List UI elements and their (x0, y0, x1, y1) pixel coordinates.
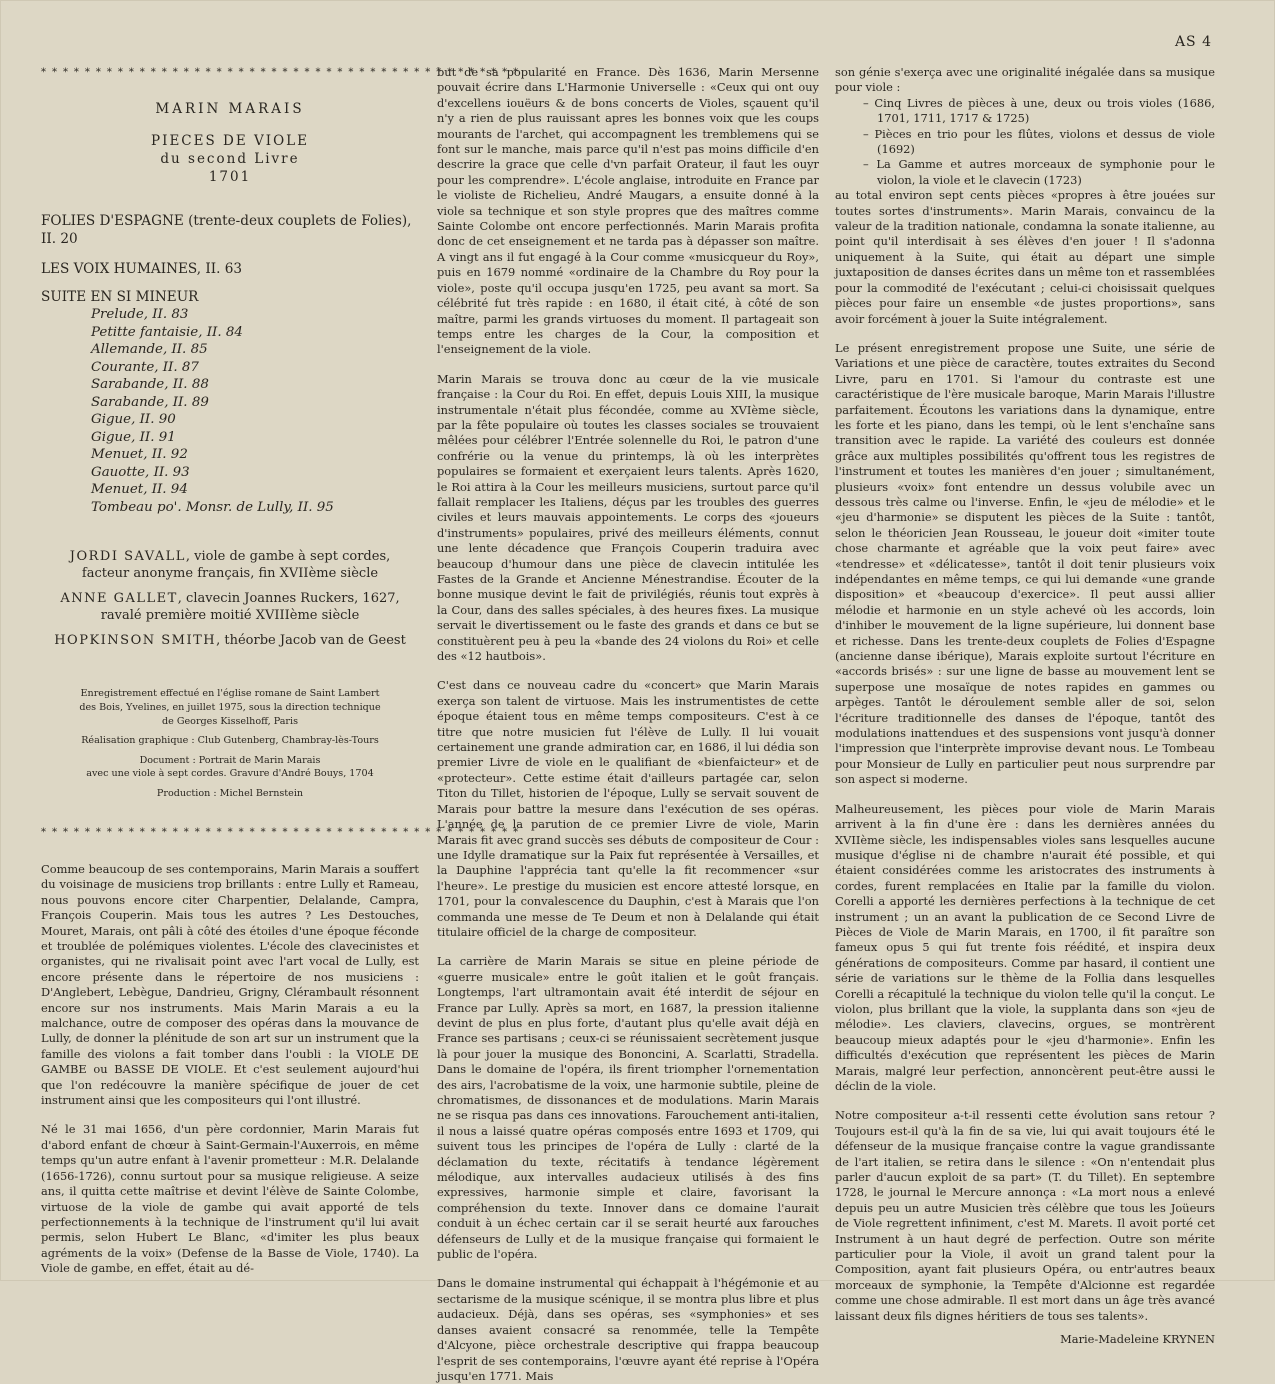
performer-detail: ravalé première moitié XVIIIème siècle (100, 608, 360, 624)
movement: Sarabande, II. 89 (91, 394, 209, 410)
author-signature: Marie-Madeleine KRYNEN (1060, 1332, 1215, 1347)
album-year: 1701 (208, 169, 252, 186)
body-paragraph: son génie s'exerça avec une originalité inégalée dans sa musique pour viole : (835, 65, 1215, 95)
body-paragraph: C'est dans ce nouveau cadre du «concert» que Marin Marais exerça son talent de virtuose. Mais les instrumentistes de cette époque étaient tous en même temps compositeurs. C'est à ce titre que notre musicien fut l'élève de Lully. Il lui vouait certainement une grande admiration car, en 1686, il lui dédia son premier Livre de viole en le qualifiant de «bienfaicteur» et de «protecteur». Cette estime était d'ailleurs partagée car, selon Titon du Tillet, historien de l'époque, Lully se servait souvent de Marais pour battre la mesure dans l'exécution de ses opéras. L'année de la parution de ce premier Livre de viole, Marin Marais fit avec grand succès ses débuts de compositeur de Cour : une Idylle dramatique sur la Paix fut représentée à Versailles, et la Dauphine l'apprécia tant qu'elle la fit recommencer «sur l'heure». Le prestige du musicien est encore attesté lorsque, en 1701, pour la convalescence du Dauphin, c'est à Marais que l'on commanda une messe de Te Deum et non à Delalande qui était titulaire officiel de la charge de compositeur. (437, 678, 819, 939)
movement: Courante, II. 87 (91, 359, 199, 375)
body-paragraph: Dans le domaine instrumental qui échappait à l'hégémonie et au sectarisme de la musique scénique, il se montra plus libre et plus audacieux. Déjà, dans ses opéras, ses «symphonies» et ses danses avaient consacré sa renommée, telle la Tempête d'Alcyone, pièce orchestrale descriptive qui frappa beaucoup l'esprit de ses contemporains, l'œuvre ayant été reprise à l'Opéra jusqu'en 1771. Mais (437, 1276, 819, 1383)
column-middle (437, 65, 819, 1384)
album-subtitle: du second Livre (160, 151, 300, 168)
credit-line: Réalisation graphique : Club Gutenberg, Chambray-lès-Tours (81, 735, 379, 747)
credit-line: Enregistrement effectué en l'église romane de Saint Lambert (80, 688, 380, 700)
works-list (835, 96, 1215, 188)
body-paragraph: Le présent enregistrement propose une Suite, une série de Variations et une pièce de caractère, toutes extraites du Second Livre, paru en 1701. Si l'amour du contraste est une caractéristique de l'ère musicale baroque, Marin Marais l'illustre parfaitement. Écoutons les variations dans la dynamique, entre les forte et les piano, dans les tempi, où le lent s'enchaîne sans transition avec le rapide. La variété des couleurs est donnée grâce aux multiples possibilités qu'offrent tous les registres de l'instrument et toutes les manières d'en jouer ; simultanément, plusieurs «voix» font entendre un dessus volubile avec un dessous très calme ou l'inverse. Enfin, le «jeu de mélodie» et le «jeu d'harmonie» se disputent les pièces de la Suite : tantôt, selon le théoricien Jean Rousseau, le joueur doit «imiter toute chose charmante et agréable que la voix peut faire» avec «tendresse» et «délicatesse», tantôt il doit tenir plusieurs voix indépendantes en même temps, ce qui lui demande «une grande disposition» et «beaucoup d'exercice». Il peut aussi allier mélodie et harmonie en un style achevé où les accords, loin d'inhiber le mouvement de la ligne supérieure, lui donnent base et richesse. Dans les trente-deux couplets de Folies d'Espagne (ancienne danse ibérique), Marais exploite surtout l'écriture en «accords brisés» : sur une ligne de basse au mouvement lent se superpose une mosaïque de notes rapides en gammes ou arpèges. Tantôt le déroulement semble aller de soi, selon l'écriture traditionnelle des danses de l'époque, tantôt des modulations inattendues et des suspensions vont jusqu'à donner l'impression que l'interprète improvise devant nous. Le Tombeau pour Monsieur de Lully en particulier peut nous surprendre par son aspect si moderne. (835, 340, 1215, 787)
credit-line: de Georges Kisselhoff, Paris (161, 715, 299, 727)
catalog-number: AS 4 (1174, 34, 1212, 50)
movement: Menuet, II. 92 (91, 447, 188, 463)
column-left (41, 65, 520, 1277)
body-paragraph: Marin Marais se trouva donc au cœur de la vie musicale française : la Cour du Roi. En effet, depuis Louis XIII, la musique instrumentale n'était plus fécondée, comme au XVIème siècle, par la fête populaire où toutes les classes sociales se trouvaient mêlées pour célébrer l'Entrée solennelle du Roi, le patron d'une confrérie ou la venue du printemps, là où les interprètes populaires se formaient et exerçaient leurs talents. Après 1620, le Roi attira à la Cour les meilleurs musiciens, surtout parce qu'il fallait remplacer les Italiens, déçus par les troubles des guerres civiles et leurs mauvais appointements. Le corps des «joueurs d'instruments» populaires, privé des meilleurs éléments, connut une lente décadence que François Couperin traduira avec beaucoup d'humour dans une pièce de clavecin intitulée les Fastes de la Grande et Ancienne Ménestrandise. Écouter de la bonne musique devint le fait de privilégiés, réunis tout exprès à la Cour, dans des salles spéciales, à des heures fixes. La musique servait le divertissement ou le faste des grands et dans ce but se constituèrent peu à peu la «bande des 24 violons du Roi» et celle des «12 hautbois». (437, 371, 819, 664)
album-title: PIECES DE VIOLE (151, 133, 309, 150)
credit-line: avec une viole à sept cordes. Gravure d'André Bouys, 1704 (86, 768, 374, 780)
movement: Prelude, II. 83 (91, 307, 189, 323)
body-paragraph: Comme beaucoup de ses contemporains, Marin Marais a souffert du voisinage de musiciens trop brillants : entre Lully et Rameau, nous pouvons encore citer Charpentier, Delalande, Campra, François Couperin. Mais tous les autres ? Les Destouches, Mouret, Marais, ont pâli à côté des étoiles d'une époque féconde et troublée de polémiques violentes. L'école des clavecinistes et organistes, qui ne rivalisait point avec l'art vocal de Lully, est encore présente dans le répertoire de nos musiciens : D'Anglebert, Lebègue, Dandrieu, Grigny, Clérambault résonnent encore sur nos instruments. Mais Marin Marais a eu la malchance, outre de composer des opéras dans la mouvance de Lully, de donner la plénitude de son art sur un instrument que la famille des violons a fait tomber dans l'oubli : la VIOLE DE GAMBE ou BASSE DE VIOLE. Et c'est seulement aujourd'hui que l'on redécouvre la manière spécifique de jouer de cet instrument ainsi que les compositeurs qui l'ont illustré. (41, 861, 419, 1108)
movement: Allemande, II. 85 (91, 342, 208, 358)
performer-detail: facteur anonyme français, fin XVIIème siècle (81, 566, 379, 582)
movement: Gigue, II. 91 (91, 429, 176, 445)
program-item: FOLIES D'ESPAGNE (trente-deux couplets de Folies), II. 20 (41, 213, 412, 248)
list-item: – Cinq Livres de pièces à une, deux ou trois violes (1686, 1701, 1711, 1717 & 1725) (863, 95, 1215, 126)
body-paragraph: La carrière de Marin Marais se situe en pleine période de «guerre musicale» entre le goût italien et le goût français. Longtemps, l'art ultramontain avait été interdit de séjour en France par Lully. Après sa mort, en 1687, la pression italienne devint de plus en plus forte, d'autant plus qu'elle avait déjà en France ses partisans ; ceux-ci se réunissaient secrètement jusque là pour jouer la musique des Bononcini, A. Scarlatti, Stradella. Dans le domaine de l'opéra, ils firent triompher l'ornementation des airs, l'acrobatisme de la voix, une harmonie subtile, pleine de chromatismes, de dissonances et de modulations. Marin Marais ne se risqua pas dans ces innovations. Farouchement anti-italien, il nous a laissé quatre opéras composés entre 1693 et 1709, qui suivent tous les principes de l'opéra de Lully : clarté de la déclamation du texte, récitatifs à tendance légèrement mélodique, aux intervalles audacieux utilisés à des fins expressives, harmonie simple et claire, favorisant la compréhension du texte. Innover dans ce domaine l'aurait conduit à un échec certain car il se serait heurté aux farouches défenseurs de Lully et de la musique française qui formaient le public de l'opéra. (437, 954, 819, 1262)
body-paragraph: Notre compositeur a-t-il ressenti cette évolution sans retour ? Toujours est-il qu'à la fin de sa vie, lui qui avait toujours été le défenseur de la musique française contre la vague grandissante de l'art italien, se retira dans le silence : «On n'entendait plus parler d'aucun exploit de sa part» (T. du Tillet). En septembre 1728, le journal le Mercure annonça : «La mort nous a enlevé depuis peu un autre Musicien très célèbre que tous les Joüeurs de Viole regrettent infiniment, c'est M. Marets. Il avoit porté cet Instrument à un haut degré de perfection. Outre son mérite particulier pour la Viole, il avoit un grand talent pour la Composition, ayant fait plusieurs Opéra, ou entr'autres beaux morceaux de symphonie, la Tempête d'Alcionne est regardée comme une chose admirable. Il est mort dans un âge très avancé laissant deux fils dignes héritiers de tous ses talents». (835, 1108, 1215, 1323)
column-right (835, 65, 1215, 1348)
body-paragraph: but de sa popularité en France. Dès 1636, Marin Mersenne pouvait écrire dans L'Harmonie Universelle : «Ceux qui ont ouy d'excellens iouëurs & de bons concerts de Violes, sçauent qu'il n'y a rien de plus rauissant apres les bonnes voix que les coups mourants de l'archet, qui accompagnent les tremblemens qui se font sur le manche, mais parce qu'il n'est pas moins difficile d'en descrire la grace que celle d'vn parfait Orateur, il faut les ouyr pour les comprendre». L'école anglaise, introduite en France par le violiste de Richelieu, André Maugars, a ensuite donné à la viole sa technique et son style propres que des maîtres comme Sainte Colombe ont encore perfectionnés. Marin Marais profita donc de cet enseignement et ne tarda pas à dépasser son maître. A vingt ans il fut engagé à la Cour comme «musicqueur du Roy», puis en 1679 nommé «ordinaire de la Chambre du Roy pour la viole», poste qu'il occupa jusqu'en 1725, peu avant sa mort. Sa célébrité fut très rapide : en 1680, il était cité, à côté de son maître, parmi les grands virtuoses du moment. Il partageait son temps entre les charges de la Cour, la composition et l'enseignement de la viole. (437, 65, 819, 357)
movement: Sarabande, II. 88 (91, 377, 209, 393)
composer-heading: MARIN MARAIS (155, 101, 305, 118)
movement: Menuet, II. 94 (91, 482, 188, 498)
movement: Petitte fantaisie, II. 84 (91, 324, 243, 340)
program-item: LES VOIX HUMAINES, II. 63 (41, 261, 243, 278)
movement: Gigue, II. 90 (91, 412, 176, 428)
body-paragraph: Né le 31 mai 1656, d'un père cordonnier, Marin Marais fut d'abord enfant de chœur à Saint-Germain-l'Auxerrois, en même temps qu'un autre enfant à l'avenir prometteur : M.R. Delalande (1656-1726), connu surtout pour sa musique religieuse. A seize ans, il quitta cette maîtrise et devint l'élève de Sainte Colombe, virtuose de la viole de gambe qui avait apporté de tels perfectionnements à la technique de l'instrument qu'il lui avait permis, selon Hubert Le Blanc, «d'imiter les plus beaux agréments de la voix» (Defense de la Basse de Viole, 1740). La Viole de gambe, en effet, était au dé- (41, 1122, 419, 1276)
credit-line: Document : Portrait de Marin Marais (139, 754, 321, 766)
body-paragraph: Malheureusement, les pièces pour viole de Marin Marais arrivent à la fin d'une ère : dans les dernières années du XVIIème siècle, les indispensables violes sans lesquelles aucune musique d'église ni de chambre n'aurait été possible, et qui étaient considérées comme les aristocrates des instruments à cordes, furent remplacées en Italie par la famille du violon. Corelli a apporté les dernières perfections à la technique de cet instrument ; un an avant la publication de ce Second Livre de Pièces de Viole de Marin Marais, en 1700, il fit paraître son fameux opus 5 qui fut trente fois réédité, et inspira deux générations de compositeurs. Comme par hasard, il contient une série de variations sur le thème de la Follia dans lesquelles Corelli a récapitulé la technique du violon telle qu'il la conçut. Le violon, plus brillant que la viole, la supplanta dans son «jeu de mélodie». Les claviers, clavecins, orgues, se montrèrent beaucoup mieux adaptés pour le «jeu d'harmonie». Enfin les difficultés d'exécution que représentent les pièces de Marin Marais, malgré leur perfection, annoncèrent peut-être aussi le déclin de la viole. (835, 801, 1215, 1093)
list-item: – La Gamme et autres morceaux de symphonie pour le violon, la viole et le clavecin (1723) (863, 157, 1215, 187)
star-divider: * * * * * * * * * * * * * * * * * * * * * * * * * * * * * * * * * * * * * * * * * * * * (41, 67, 520, 78)
credit-line: des Bois, Yvelines, en juillet 1975, sous la direction technique (79, 702, 381, 713)
program-item: SUITE EN SI MINEUR (41, 289, 199, 306)
body-paragraph: au total environ sept cents pièces «propres à être jouées sur toutes sortes d'instruments». Marin Marais, convaincu de la valeur de la tradition nationale, condamna la sonate italienne, au point qu'il interdisait à ses élèves d'en jouer ! Il s'adonna uniquement à la Suite, qui était au départ une simple juxtaposition de danses écrites dans un même ton et rassemblées pour la commodité de l'exécutant ; celui-ci choisissait quelques pièces pour faire un ensemble «de justes proportions», sans avoir forcément à jouer la Suite intégralement. (835, 188, 1215, 326)
movement: Tombeau po'. Monsr. de Lully, II. 95 (91, 499, 334, 515)
movement: Gauotte, II. 93 (91, 464, 190, 480)
list-item: – Pièces en trio pour les flûtes, violons et dessus de viole (1692) (863, 126, 1215, 157)
performer: JORDI SAVALL, viole de gambe à sept cordes, (69, 549, 391, 565)
performer: ANNE GALLET, clavecin Joannes Ruckers, 1627, (60, 591, 400, 607)
performer: HOPKINSON SMITH, théorbe Jacob van de Geest (54, 633, 406, 649)
star-divider: * * * * * * * * * * * * * * * * * * * * * * * * * * * * * * * * * * * * * * * * * * * * (41, 826, 520, 838)
credit-line: Production : Michel Bernstein (156, 787, 304, 799)
